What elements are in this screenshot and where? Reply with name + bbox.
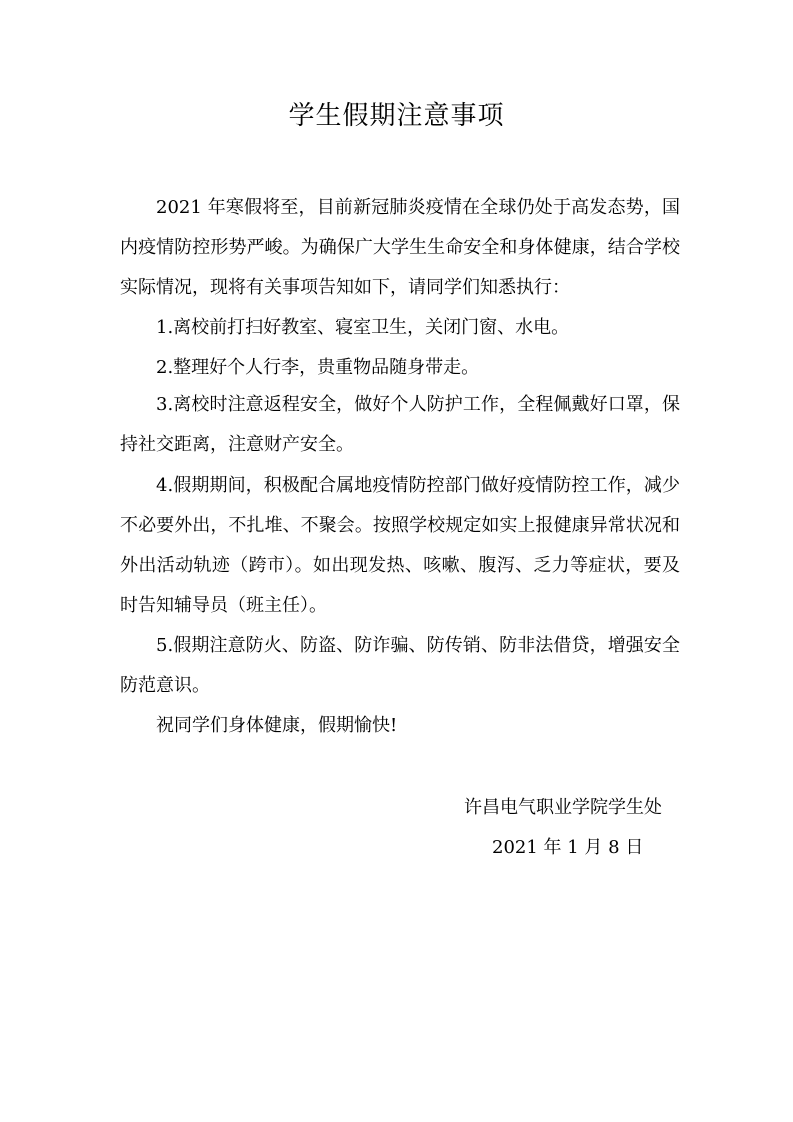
signature-date: 2021 年 1 月 8 日 [492, 837, 644, 858]
document-body-items [120, 308, 680, 348]
notice-item-4: 4.假期期间，积极配合属地疫情防控部门做好疫情防控工作，减少不必要外出，不扎堆、不聚会。按照学校规定如实上报健康异常状况和外出活动轨迹（跨市）。如出现发热、咳嗽、腹泻、乏力等症状，要及时告知辅导员（班主任）。 [120, 475, 680, 616]
notice-item-2-wrap [120, 348, 680, 388]
intro-paragraph: 2021 年寒假将至，目前新冠肺炎疫情在全球仍处于高发态势，国内疫情防控形势严峻。为确保广大学生生命安全和身体健康，结合学校实际情况，现将有关事项告知如下，请同学们知悉执行： [120, 197, 680, 298]
signature-organization: 许昌电气职业学院学生处 [464, 797, 662, 818]
notice-item-5-wrap [120, 626, 680, 706]
notice-item-4-wrap [120, 466, 680, 626]
closing-wrap [120, 706, 680, 746]
closing-wish: 祝同学们身体健康，假期愉快! [156, 715, 398, 736]
notice-item-3: 3.离校时注意返程安全，做好个人防护工作，全程佩戴好口罩，保持社交距离，注意财产安全。 [120, 394, 680, 455]
document-title: 学生假期注意事项 [288, 101, 505, 131]
notice-item-2: 2.整理好个人行李，贵重物品随身带走。 [156, 357, 480, 378]
document-body [120, 188, 680, 308]
notice-item-5: 5.假期注意防火、防盗、防诈骗、防传销、防非法借贷，增强安全防范意识。 [120, 635, 680, 696]
notice-item-3-wrap [120, 385, 680, 465]
notice-item-1: 1.离校前打扫好教室、寝室卫生，关闭门窗、水电。 [156, 317, 570, 338]
